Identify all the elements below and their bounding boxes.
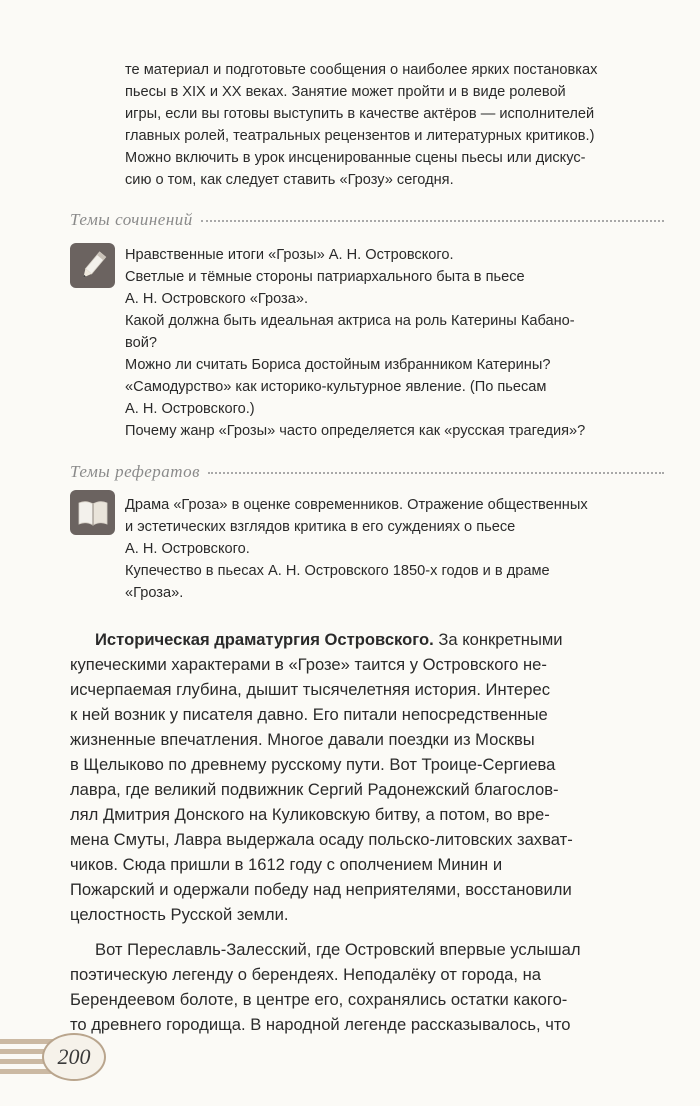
text-line: целостность Русской земли. bbox=[70, 905, 289, 924]
text-line: пьесы в XIX и XX веках. Занятие может пройти и в виде ролевой bbox=[125, 84, 566, 100]
text-line: поэтическую легенду о берендеях. Неподалёку от города, на bbox=[70, 965, 542, 984]
section-first-line bbox=[95, 630, 563, 650]
list-item: Можно ли считать Бориса достойным избранником Катерины? bbox=[125, 357, 551, 373]
list-item: Нравственные итоги «Грозы» А. Н. Островского. bbox=[125, 247, 454, 263]
text-line: лавра, где великий подвижник Сергий Радонежский благослов- bbox=[70, 780, 559, 799]
text-line: то древнего городища. В народной легенде рассказывалось, что bbox=[70, 1015, 571, 1034]
list-item: и эстетических взглядов критика в его суждениях о пьесе bbox=[125, 519, 516, 535]
list-item: Какой должна быть идеальная актриса на роль Катерины Кабано- bbox=[125, 313, 575, 329]
list-item: А. Н. Островского. bbox=[125, 541, 250, 557]
book-icon bbox=[70, 490, 115, 535]
list-item: Светлые и тёмные стороны патриархального быта в пьесе bbox=[125, 269, 525, 285]
text-line: Пожарский и одержали победу над неприятелями, восстановили bbox=[70, 880, 572, 899]
text-line: исчерпаемая глубина, дышит тысячелетняя история. Интерес bbox=[70, 680, 551, 699]
text-line: купеческими характерами в «Грозе» таится у Островского не- bbox=[70, 655, 547, 674]
essays-heading-label: Темы сочинений bbox=[70, 210, 193, 229]
text-line: Можно включить в урок инсценированные сцены пьесы или дискус- bbox=[125, 150, 586, 166]
text-line: чиков. Сюда пришли в 1612 году с ополчением Минин и bbox=[70, 855, 503, 874]
list-item: Почему жанр «Грозы» часто определяется как «русская трагедия»? bbox=[125, 423, 586, 439]
text-line: в Щелыково по древнему русскому пути. Вот Троице-Сергиева bbox=[70, 755, 556, 774]
essays-heading bbox=[70, 210, 664, 230]
page-number: 200 bbox=[42, 1033, 106, 1081]
text-line: главных ролей, театральных рецензентов и литературных критиков.) bbox=[125, 128, 595, 144]
list-item: вой? bbox=[125, 335, 157, 351]
text-line: мена Смуты, Лавра выдержала осаду польско-литовских захват- bbox=[70, 830, 573, 849]
heading-dotted-rule bbox=[201, 220, 664, 222]
list-item: «Самодурство» как историко-культурное явление. (По пьесам bbox=[125, 379, 547, 395]
list-item: «Гроза». bbox=[125, 585, 184, 601]
reports-heading-label: Темы рефератов bbox=[70, 462, 200, 481]
text-fragment: За конкретными bbox=[433, 630, 563, 649]
text-line: к ней возник у писателя давно. Его питали непосредственные bbox=[70, 705, 548, 724]
text-line: жизненные впечатления. Многое давали поездки из Москвы bbox=[70, 730, 535, 749]
text-line: игры, если вы готовы выступить в качестве актёров — исполнителей bbox=[125, 106, 595, 122]
section-title: Историческая драматургия Островского. bbox=[95, 630, 434, 649]
pencil-icon bbox=[70, 243, 115, 288]
list-item: Купечество в пьесах А. Н. Островского 1850-х годов и в драме bbox=[125, 563, 550, 579]
list-item: Драма «Гроза» в оценке современников. Отражение общественных bbox=[125, 497, 588, 513]
heading-dotted-rule bbox=[208, 472, 664, 474]
text-line: те материал и подготовьте сообщения о наиболее ярких постановках bbox=[125, 62, 598, 78]
list-item: А. Н. Островского «Гроза». bbox=[125, 291, 309, 307]
text-line: Берендеевом болоте, в центре его, сохранялись остатки какого- bbox=[70, 990, 568, 1009]
reports-heading bbox=[70, 462, 664, 482]
text-line: лял Дмитрия Донского на Куликовскую битву, а потом, во вре- bbox=[70, 805, 550, 824]
list-item: А. Н. Островского.) bbox=[125, 401, 255, 417]
text-line: Вот Переславль-Залесский, где Островский впервые услышал bbox=[95, 940, 581, 959]
text-line: сию о том, как следует ставить «Грозу» сегодня. bbox=[125, 172, 454, 188]
